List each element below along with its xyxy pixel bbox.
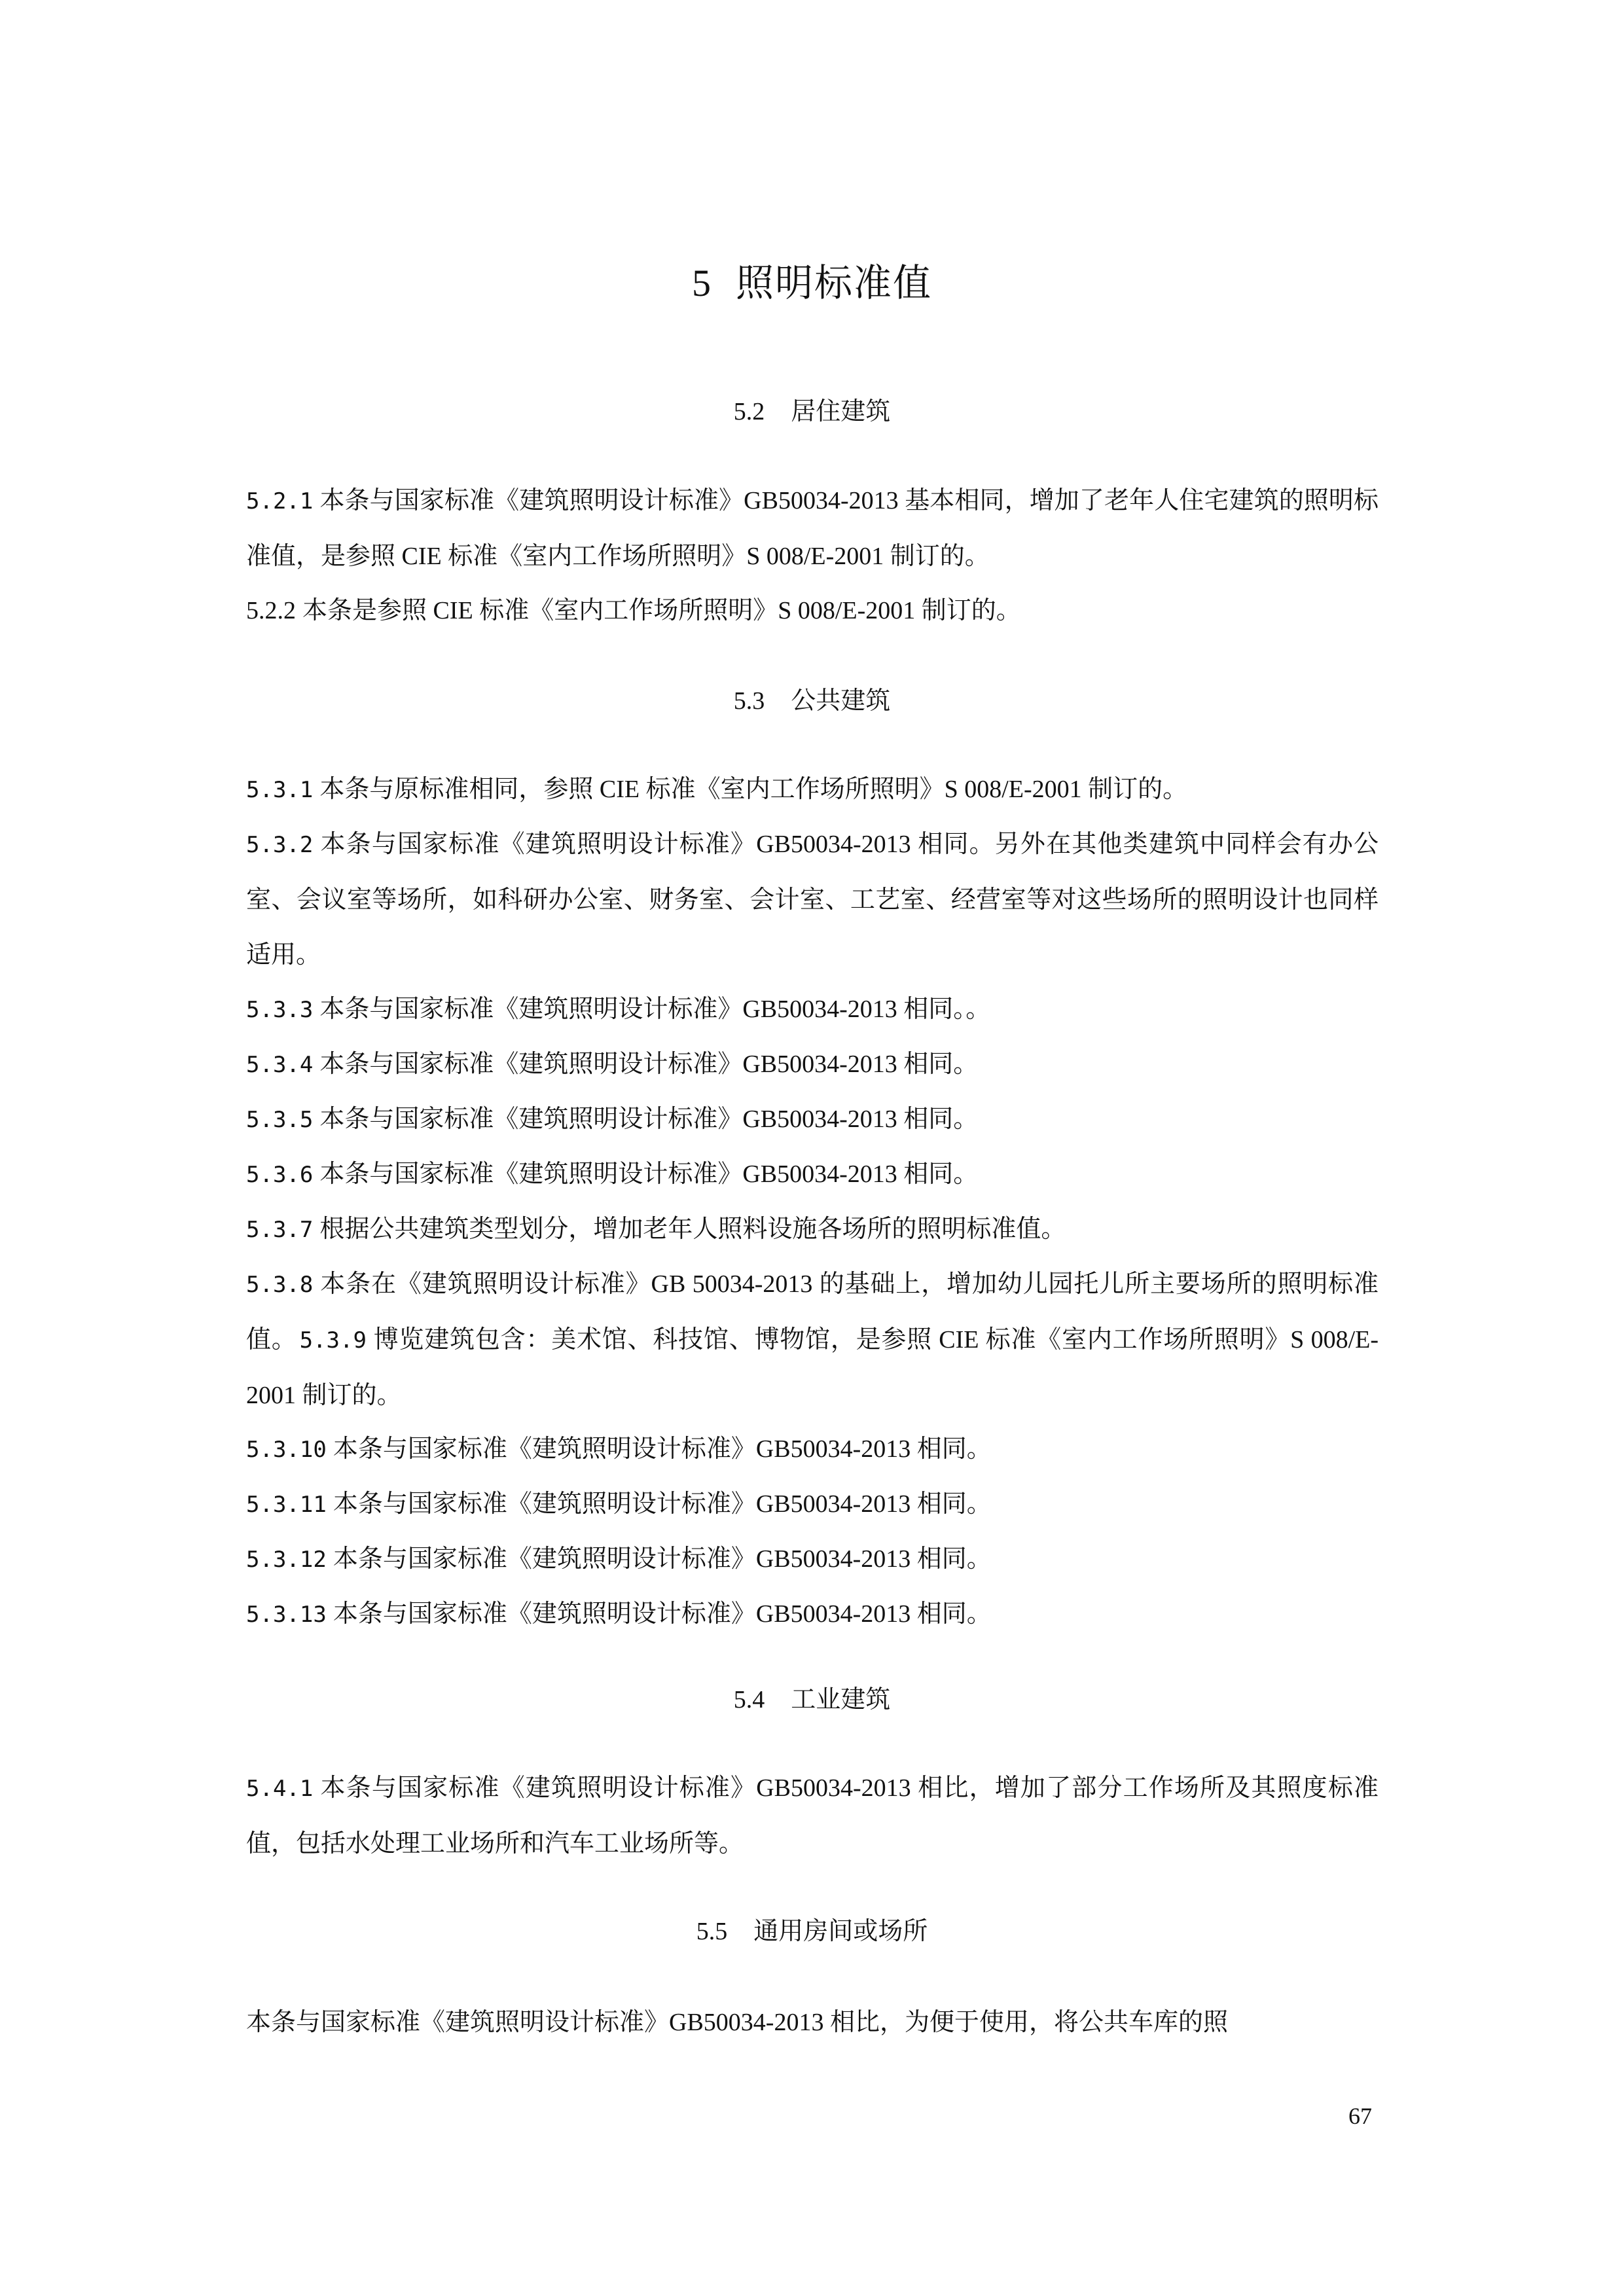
clause-5-3-12 bbox=[246, 1532, 1379, 1587]
clause-5-3-7 bbox=[246, 1202, 1379, 1257]
clause-text: 本条是参照 CIE 标准《室内工作场所照明》S 008/E-2001 制订的。 bbox=[302, 597, 1021, 624]
clause-text: 根据公共建筑类型划分，增加老年人照料设施各场所的照明标准值。 bbox=[319, 1215, 1066, 1243]
clause-text: 本条与国家标准《建筑照明设计标准》GB50034-2013 相比，为便于使用，将公共车库的照 bbox=[246, 2009, 1228, 2036]
section-heading-5-5 bbox=[0, 1911, 1624, 1951]
section-heading-5-2 bbox=[0, 391, 1624, 431]
section-heading-5-3 bbox=[0, 681, 1624, 721]
section-number: 5.4 bbox=[733, 1686, 765, 1713]
clause-5-4-1 bbox=[246, 1761, 1379, 1871]
clause-text: 本条与国家标准《建筑照明设计标准》GB50034-2013 相同。 bbox=[319, 1160, 979, 1188]
clause-number: 5.3.11 bbox=[246, 1492, 327, 1518]
clause-text: 本条与国家标准《建筑照明设计标准》GB50034-2013 相比，增加了部分工作场所及其照度标准值，包括水处理工业场所和汽车工业场所等。 bbox=[246, 1774, 1379, 1857]
section-title: 公共建筑 bbox=[791, 686, 891, 715]
chapter-title bbox=[0, 254, 1624, 313]
section-heading-5-4 bbox=[0, 1679, 1624, 1719]
clause-number: 5.2.2 bbox=[246, 597, 296, 624]
clause-text: 本条与国家标准《建筑照明设计标准》GB50034-2013 相同。另外在其他类建筑中同样会有办公室、会议室等场所，如科研办公室、财务室、会计室、工艺室、经营室等对这些场所的照明设计也同样适用。 bbox=[246, 831, 1379, 969]
clause-5-3-8 bbox=[246, 1257, 1379, 1423]
section-number: 5.5 bbox=[696, 1918, 728, 1945]
clause-text: 本条与国家标准《建筑照明设计标准》GB50034-2013 相同。 bbox=[333, 1490, 992, 1518]
clause-number: 5.3.3 bbox=[246, 997, 314, 1023]
clause-5-3-10 bbox=[246, 1422, 1379, 1477]
clause-5-3-4 bbox=[246, 1037, 1379, 1092]
clause-5-3-3 bbox=[246, 982, 1379, 1037]
clause-text: 本条在《建筑照明设计标准》GB 50034-2013 的基础上，增加幼儿园托儿所主要场所的照明标准值。 bbox=[246, 1270, 1379, 1354]
clause-number: 5.3.10 bbox=[246, 1437, 327, 1463]
clause-text: 本条与国家标准《建筑照明设计标准》GB50034-2013 基本相同，增加了老年人住宅建筑的照明标准值，是参照 CIE 标准《室内工作场所照明》S 008/E-2001 制订的。 bbox=[246, 487, 1379, 570]
clause-number: 5.3.5 bbox=[246, 1107, 314, 1133]
clause-5-3-13 bbox=[246, 1587, 1379, 1642]
clause-text: 本条与国家标准《建筑照明设计标准》GB50034-2013 相同。 bbox=[319, 1105, 979, 1133]
clause-5-3-1 bbox=[246, 762, 1379, 817]
section-number: 5.3 bbox=[733, 687, 765, 715]
clause-5-5-intro bbox=[246, 1995, 1379, 2050]
clause-5-3-6 bbox=[246, 1147, 1379, 1202]
clause-number: 5.3.7 bbox=[246, 1217, 314, 1243]
clause-5-3-5 bbox=[246, 1092, 1379, 1147]
clause-text: 本条与原标准相同，参照 CIE 标准《室内工作场所照明》S 008/E-2001 制订的。 bbox=[319, 776, 1188, 803]
chapter-title-text: 照明标准值 bbox=[735, 262, 932, 304]
clause-number: 5.3.13 bbox=[246, 1602, 327, 1628]
section-title: 居住建筑 bbox=[791, 397, 891, 425]
clause-5-2-2 bbox=[246, 583, 1379, 638]
page-number: 67 bbox=[1348, 2103, 1372, 2129]
clause-number: 5.2.1 bbox=[246, 488, 314, 514]
clause-5-2-1 bbox=[246, 473, 1379, 584]
clause-text: 本条与国家标准《建筑照明设计标准》GB50034-2013 相同。 bbox=[333, 1600, 992, 1628]
section-title: 工业建筑 bbox=[791, 1685, 891, 1713]
clause-number: 5.3.8 bbox=[246, 1272, 314, 1298]
section-title: 通用房间或场所 bbox=[753, 1916, 928, 1945]
clause-5-3-11 bbox=[246, 1477, 1379, 1532]
clause-text: 本条与国家标准《建筑照明设计标准》GB50034-2013 相同。 bbox=[333, 1545, 992, 1573]
clause-text: 本条与国家标准《建筑照明设计标准》GB50034-2013 相同。 bbox=[319, 1050, 979, 1078]
clause-text: 本条与国家标准《建筑照明设计标准》GB50034-2013 相同。 bbox=[333, 1435, 992, 1463]
clause-number: 5.3.4 bbox=[246, 1052, 314, 1078]
chapter-number: 5 bbox=[691, 262, 712, 304]
clause-number: 5.3.2 bbox=[246, 832, 314, 858]
clause-number: 5.3.6 bbox=[246, 1162, 314, 1188]
clause-text-inline: 博览建筑包含：美术馆、科技馆、博物馆，是参照 CIE 标准《室内工作场所照明》S 008/E-2001 制订的。 bbox=[246, 1326, 1379, 1409]
clause-number: 5.4.1 bbox=[246, 1776, 314, 1802]
clause-number-inline: 5.3.9 bbox=[299, 1327, 367, 1354]
clause-text: 本条与国家标准《建筑照明设计标准》GB50034-2013 相同。。 bbox=[319, 996, 991, 1023]
section-number: 5.2 bbox=[733, 398, 765, 425]
clause-5-3-2 bbox=[246, 817, 1379, 982]
clause-number: 5.3.1 bbox=[246, 777, 314, 803]
clause-number: 5.3.12 bbox=[246, 1547, 327, 1573]
